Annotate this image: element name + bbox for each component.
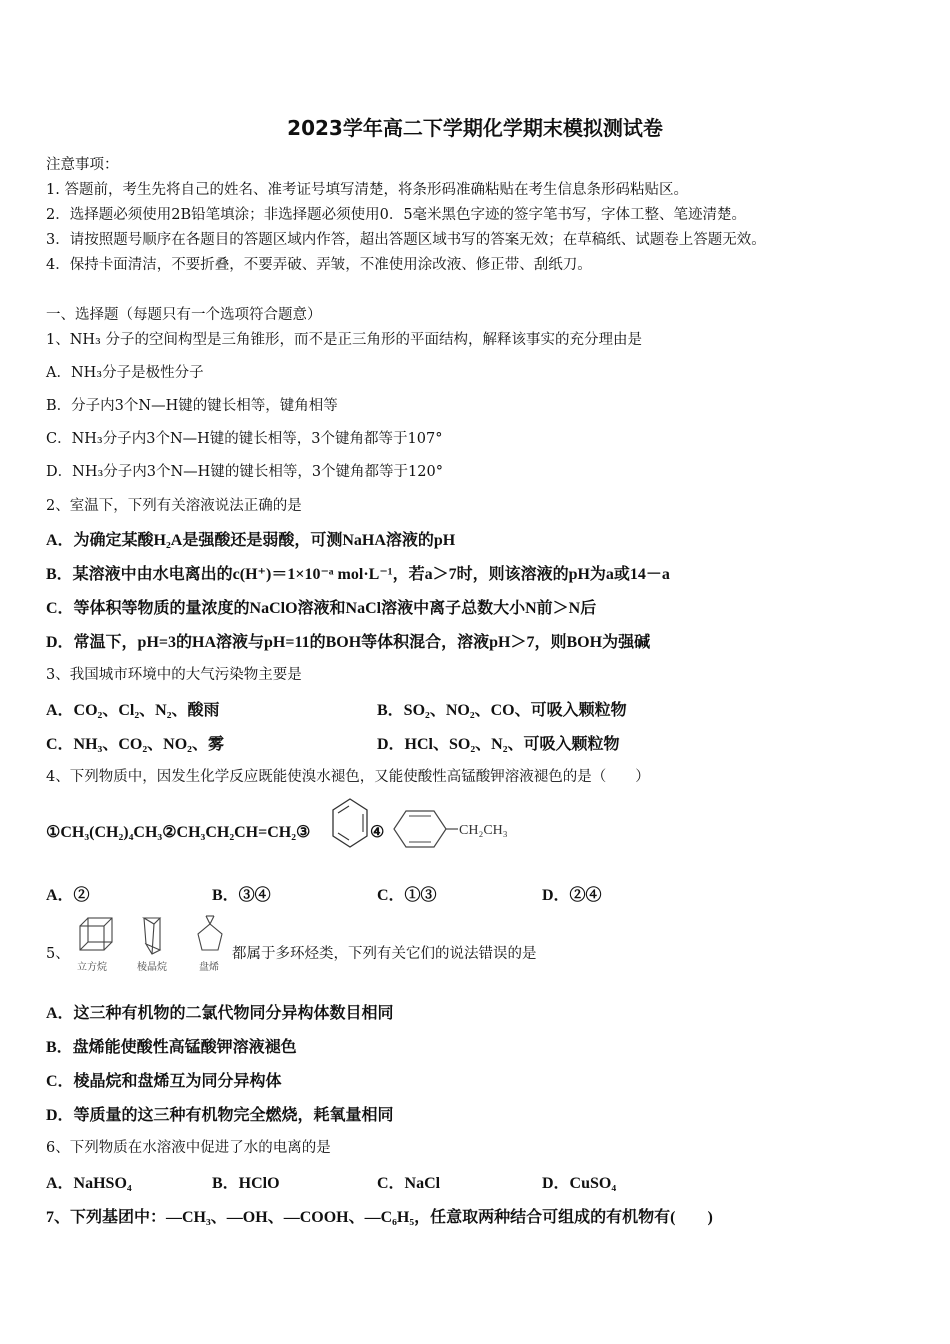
prismane-caption: 棱晶烷 <box>137 962 167 973</box>
q7-stem: 7、下列基团中：—CH₃、—OH、—COOH、—C₆H₅，任意取两种结合可组成的有机物有( ) <box>46 1209 713 1226</box>
q3-option-c: C．NH₃、CO₂、NO₂、雾 <box>46 736 224 753</box>
q2-option-b: B．某溶液中由水电离出的c(H⁺)＝1×10⁻ᵃ mol·L⁻¹，若a＞7时，则该溶液的pH为a或14－a <box>46 566 670 583</box>
notice-item-4: 4．保持卡面清洁，不要折叠，不要弄破、弄皱，不准使用涂改液、修正带、刮纸刀。 <box>46 257 592 273</box>
ethylbenzene-structure <box>392 808 520 850</box>
cubane-icon <box>80 918 112 950</box>
q2-option-a: A．为确定某酸H₂A是强酸还是弱酸，可测NaHA溶液的pH <box>46 532 456 549</box>
notice-item-1: 1. 答题前，考生先将自己的姓名、准考证号填写清楚，将条形码准确粘贴在考生信息条形码粘贴区。 <box>46 182 688 198</box>
notice-item-3: 3．请按照题号顺序在各题目的答题区域内作答，超出答题区域书写的答案无效；在草稿纸、试题卷上答题无效。 <box>46 232 766 248</box>
benzvalene-caption: 盘烯 <box>199 962 219 973</box>
q1-option-c: C．NH₃分子内3个N—H键的键长相等，3个键角都等于107° <box>46 431 443 447</box>
q5-option-d: D．等质量的这三种有机物完全燃烧，耗氧量相同 <box>46 1107 394 1124</box>
q1-stem: 1、NH₃ 分子的空间构型是三角锥形，而不是正三角形的平面结构，解释该事实的充分理由是 <box>46 332 642 348</box>
q4-stem: 4、下列物质中，因发生化学反应既能使溴水褪色，又能使酸性高锰酸钾溶液褪色的是（ ） <box>46 769 650 785</box>
q6-option-a: A．NaHSO₄ <box>46 1175 132 1192</box>
cubane-caption: 立方烷 <box>77 962 107 973</box>
q4-option-c: C．①③ <box>377 887 437 904</box>
q1-option-d: D．NH₃分子内3个N—H键的键长相等，3个键角都等于120° <box>46 464 443 480</box>
q1-option-b: B．分子内3个N—H键的键长相等，键角相等 <box>46 398 338 414</box>
polycyclic-structures <box>72 912 232 976</box>
q2-option-d: D．常温下，pH=3的HA溶液与pH=11的BOH等体积混合，溶液pH＞7，则BOH为强碱 <box>46 634 651 651</box>
q4-option-d: D．②④ <box>542 887 602 904</box>
q5-option-c: C．棱晶烷和盘烯互为同分异构体 <box>46 1073 282 1090</box>
q5-number: 5、 <box>46 946 70 962</box>
ethyl-label: CH₂CH₃ <box>459 823 508 838</box>
q5-option-b: B．盘烯能使酸性高锰酸钾溶液褪色 <box>46 1039 297 1056</box>
notice-heading: 注意事项： <box>46 157 119 173</box>
q3-option-a: A．CO₂、Cl₂、N₂、酸雨 <box>46 702 220 719</box>
q6-option-b: B．HClO <box>212 1175 280 1192</box>
benzene-structure <box>330 796 370 852</box>
page-title: 2023学年高二下学期化学期末模拟测试卷 <box>287 116 663 140</box>
q1-option-a: A．NH₃分子是极性分子 <box>46 365 204 381</box>
section-heading: 一、选择题（每题只有一个选项符合题意） <box>46 307 322 323</box>
q4-option-a: A．② <box>46 887 90 904</box>
q6-stem: 6、下列物质在水溶液中促进了水的电离的是 <box>46 1140 331 1156</box>
q3-stem: 3、我国城市环境中的大气污染物主要是 <box>46 667 302 683</box>
q3-option-b: B．SO₂、NO₂、CO、可吸入颗粒物 <box>377 702 627 719</box>
notice-item-2: 2．选择题必须使用2B铅笔填涂；非选择题必须使用0．5毫米黑色字迹的签字笔书写，字体工整、笔迹清楚。 <box>46 207 747 223</box>
q2-stem: 2、室温下，下列有关溶液说法正确的是 <box>46 498 302 514</box>
q4-marker-4: ④ <box>370 824 385 841</box>
q2-option-c: C．等体积等物质的量浓度的NaClO溶液和NaCl溶液中离子总数大小N前＞N后 <box>46 600 597 617</box>
q4-formula: ①CH₃(CH₂)₄CH₃②CH₃CH₂CH=CH₂③ <box>46 824 311 841</box>
q5-option-a: A．这三种有机物的二氯代物同分异构体数目相同 <box>46 1005 394 1022</box>
prismane-icon <box>144 918 160 954</box>
q6-option-c: C．NaCl <box>377 1175 441 1192</box>
q4-option-b: B．③④ <box>212 887 271 904</box>
q5-stem: 都属于多环烃类，下列有关它们的说法错误的是 <box>232 946 537 962</box>
q3-option-d: D．HCl、SO₂、N₂、可吸入颗粒物 <box>377 736 620 753</box>
benzvalene-icon <box>198 916 222 950</box>
q6-option-d: D．CuSO₄ <box>542 1175 617 1192</box>
